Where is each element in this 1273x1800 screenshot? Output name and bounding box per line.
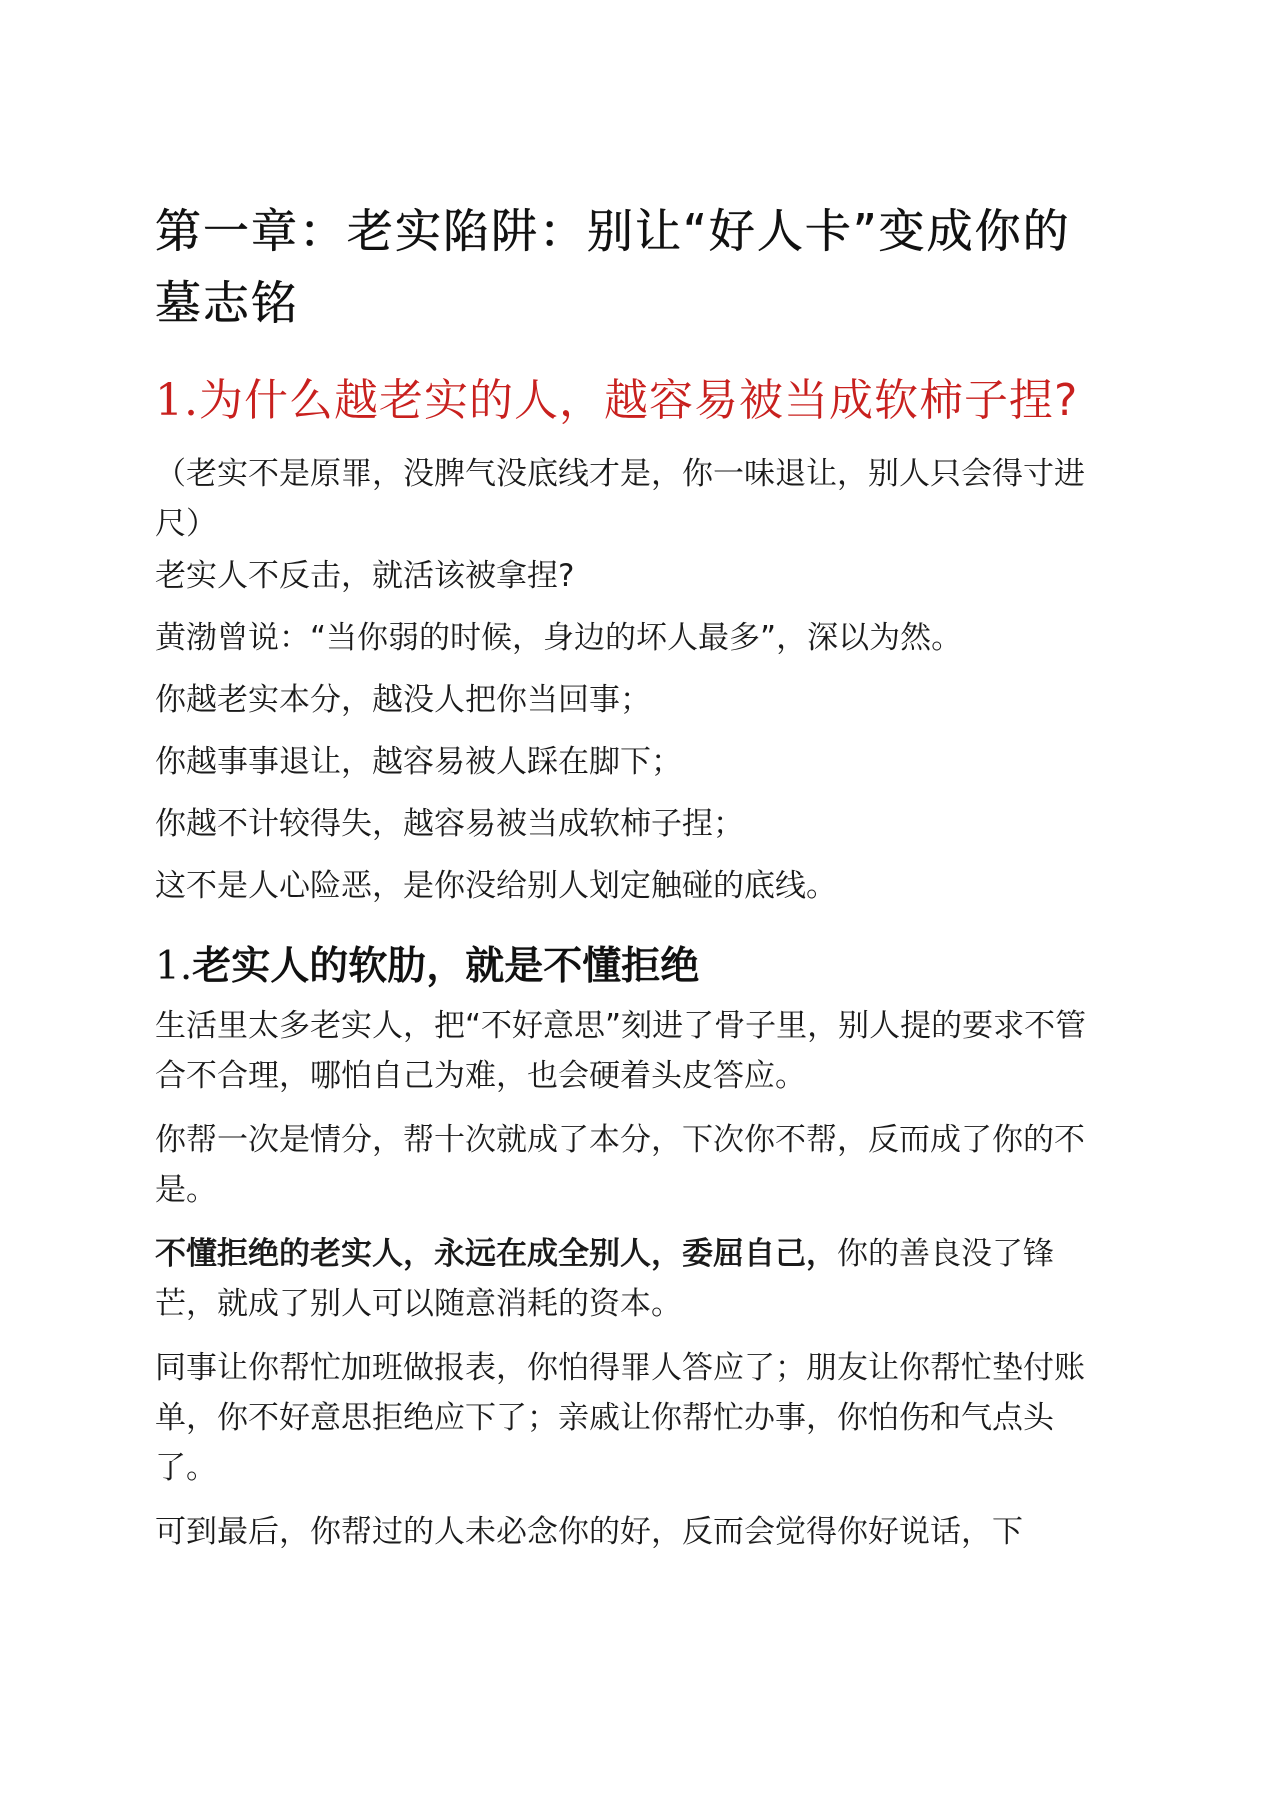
section-title-text: 为什么越老实的人，越容易被当成软柿子捏? <box>198 375 1079 426</box>
section-heading <box>155 367 1115 435</box>
subsection-heading <box>155 937 1115 997</box>
intro-paragraph: 你越不计较得失，越容易被当成软柿子捏； <box>155 806 744 842</box>
intro-paragraph: 你越老实本分，越没人把你当回事； <box>155 682 651 718</box>
body-paragraph: 你帮一次是情分，帮十次就成了本分，下次你不帮，反而成了你的不是。 <box>155 1122 1085 1208</box>
body-paragraph-emphasis <box>155 1229 1115 1329</box>
intro-paragraph: 你越事事退让，越容易被人踩在脚下； <box>155 744 682 780</box>
chapter-title: 第一章：老实陷阱：别让“好人卡”变成你的墓志铭 <box>155 204 1071 330</box>
subsection-number: 1. <box>155 944 193 989</box>
body-paragraph: 同事让你帮忙加班做报表，你怕得罪人答应了；朋友让你帮忙垫付账单，你不好意思拒绝应下了；亲戚让你帮忙办事，你怕伤和气点头了。 <box>155 1350 1085 1486</box>
body-block <box>155 1001 1115 1557</box>
document-page <box>155 195 1115 1557</box>
intro-paragraph: 这不是人心险恶，是你没给别人划定触碰的底线。 <box>155 868 837 904</box>
section-subtitle: （老实不是原罪，没脾气没底线才是，你一味退让，别人只会得寸进尺） <box>155 456 1085 542</box>
body-text: 你的善良没了锋芒，就成了别人可以随意消耗的资本。 <box>155 1236 1054 1322</box>
section-number: 1. <box>155 375 199 426</box>
intro-paragraph: 黄渤曾说：“当你弱的时候，身边的坏人最多”，深以为然。 <box>155 620 963 656</box>
subsection-title-text: 老实人的软肋，就是不懂拒绝 <box>192 944 700 989</box>
intro-block <box>155 551 1115 911</box>
intro-paragraph: 老实人不反击，就活该被拿捏? <box>155 558 575 594</box>
body-paragraph: 生活里太多老实人，把“不好意思”刻进了骨子里，别人提的要求不管合不合理，哪怕自己为难，也会硬着头皮答应。 <box>155 1008 1087 1094</box>
emphasis-text: 不懂拒绝的老实人，永远在成全别人，委屈自己， <box>155 1236 837 1272</box>
body-paragraph: 可到最后，你帮过的人未必念你的好，反而会觉得你好说话，下 <box>155 1514 1023 1550</box>
